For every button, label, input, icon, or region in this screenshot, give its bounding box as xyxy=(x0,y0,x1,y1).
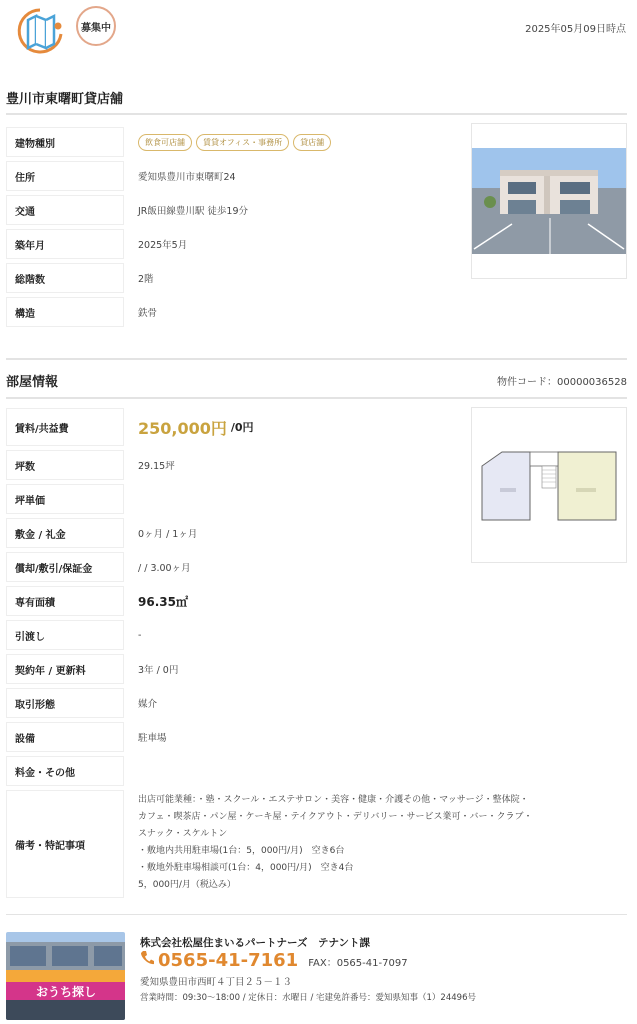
row-value: 3年 / 0円 xyxy=(138,665,179,676)
row-value: 29.15坪 xyxy=(138,461,175,472)
row-label: 坪数 xyxy=(6,450,124,480)
row-value xyxy=(124,756,461,786)
row-label: 料金・その他 xyxy=(6,756,124,786)
row-value: 2025年5月 xyxy=(138,240,188,251)
row-value: 0ヶ月 / 1ヶ月 xyxy=(138,529,198,540)
property-table xyxy=(6,127,461,331)
floor-area: 96.35㎡ xyxy=(138,594,188,609)
table-row xyxy=(6,756,461,786)
row-label: 築年月 xyxy=(6,229,124,259)
row-label: 備考・特記事項 xyxy=(6,790,124,898)
table-row xyxy=(6,161,461,191)
remarks-line: 出店可能業種：・塾・スクール・エステサロン・美容・健康・介護その他・マッサージ・整体院・ xyxy=(138,795,529,805)
fax-number: FAX：0565-41-7097 xyxy=(308,958,408,969)
business-hours: 営業時間：09:30〜18:00 / 定休日：水曜日 / 宅建免許番号：愛知県知事（1）24496号 xyxy=(140,993,476,1003)
store-photo xyxy=(6,932,125,1020)
remarks-line: 5，000円/月（税込み） xyxy=(138,880,236,890)
floor-plan-image[interactable] xyxy=(471,407,627,563)
company-name: 株式会社松屋住まいるパートナーズ テナント課 xyxy=(140,937,370,949)
company-address: 愛知県豊田市西町４丁目２５－１３ xyxy=(140,977,293,988)
row-label: 総階数 xyxy=(6,263,124,293)
table-row xyxy=(6,450,461,480)
row-value: - xyxy=(138,629,142,641)
header xyxy=(0,0,637,60)
row-value xyxy=(124,127,461,157)
divider xyxy=(6,914,627,915)
tag: 貸店舗 xyxy=(293,134,331,151)
table-row xyxy=(6,408,461,446)
row-label: 契約年 / 更新料 xyxy=(6,654,124,684)
room-table xyxy=(6,408,461,790)
recruiting-badge: 募集中 xyxy=(76,6,116,46)
row-label: 取引形態 xyxy=(6,688,124,718)
table-row xyxy=(6,127,461,157)
divider xyxy=(6,113,627,115)
property-title: 豊川市東曙町貸店舗 xyxy=(6,92,124,107)
table-row xyxy=(6,263,461,293)
tag: 賃貸オフィス・事務所 xyxy=(196,134,289,151)
row-label: 構造 xyxy=(6,297,124,327)
table-row xyxy=(6,620,461,650)
floor-plan xyxy=(472,408,626,562)
row-label: 設備 xyxy=(6,722,124,752)
table-row xyxy=(6,722,461,752)
table-row xyxy=(6,688,461,718)
table-row xyxy=(6,484,461,514)
room-section-title: 部屋情報 xyxy=(6,375,59,390)
row-label: 引渡し xyxy=(6,620,124,650)
building-photo[interactable] xyxy=(471,123,627,279)
property-code: 物件コード：00000036528 xyxy=(497,377,627,388)
table-row xyxy=(6,297,461,327)
table-row xyxy=(6,552,461,582)
row-label: 償却/敷引/保証金 xyxy=(6,552,124,582)
row-value xyxy=(124,484,461,514)
row-value: / / 3.00ヶ月 xyxy=(138,563,191,574)
table-row xyxy=(6,654,461,684)
row-value xyxy=(124,408,461,446)
row-value: 駐車場 xyxy=(138,733,167,744)
phone-block xyxy=(140,950,408,971)
common-fee: /0円 xyxy=(230,421,254,434)
table-row xyxy=(6,518,461,548)
building-image xyxy=(472,124,626,278)
phone-icon xyxy=(140,950,154,966)
svg-text:おうち探し: おうち探し xyxy=(35,985,97,999)
remarks-line: ・敷地外駐車場相談可(1台：4，000円/月) 空き4台 xyxy=(138,863,354,873)
row-value: JR飯田線豊川駅 徒歩19分 xyxy=(138,206,249,217)
row-label: 住所 xyxy=(6,161,124,191)
row-value: 愛知県豊川市東曙町24 xyxy=(138,172,236,183)
tag: 飲食可店舗 xyxy=(138,134,192,151)
rent-amount: 250,000円 xyxy=(138,418,227,438)
company-logo-icon xyxy=(14,4,68,56)
table-row xyxy=(6,195,461,225)
divider xyxy=(6,358,627,360)
row-label: 坪単価 xyxy=(6,484,124,514)
remarks-row xyxy=(6,790,627,898)
building-type-tags xyxy=(138,134,331,151)
phone-number[interactable]: 0565-41-7161 xyxy=(158,950,299,971)
store-image xyxy=(6,932,125,1020)
row-label: 賃料/共益費 xyxy=(6,408,124,446)
remarks-line: ・敷地内共用駐車場(1台：5，000円/月) 空き6台 xyxy=(138,846,345,856)
divider xyxy=(6,397,627,399)
table-row xyxy=(6,586,461,616)
row-label: 交通 xyxy=(6,195,124,225)
row-label: 敷金 / 礼金 xyxy=(6,518,124,548)
row-value: 媒介 xyxy=(138,699,158,710)
row-value: 鉄骨 xyxy=(138,308,158,319)
remarks-text xyxy=(124,790,532,898)
as-of-date: 2025年05月09日時点 xyxy=(525,24,626,35)
row-value: 2階 xyxy=(138,274,154,285)
remarks-line: カフェ・喫茶店・パン屋・ケーキ屋・テイクアウト・デリバリー・サービス業可・バー・クラブ・ xyxy=(138,812,533,822)
row-label: 建物種別 xyxy=(6,127,124,157)
remarks-line: スナック・スケルトン xyxy=(138,829,228,839)
table-row xyxy=(6,229,461,259)
row-value xyxy=(124,586,461,616)
row-label: 専有面積 xyxy=(6,586,124,616)
